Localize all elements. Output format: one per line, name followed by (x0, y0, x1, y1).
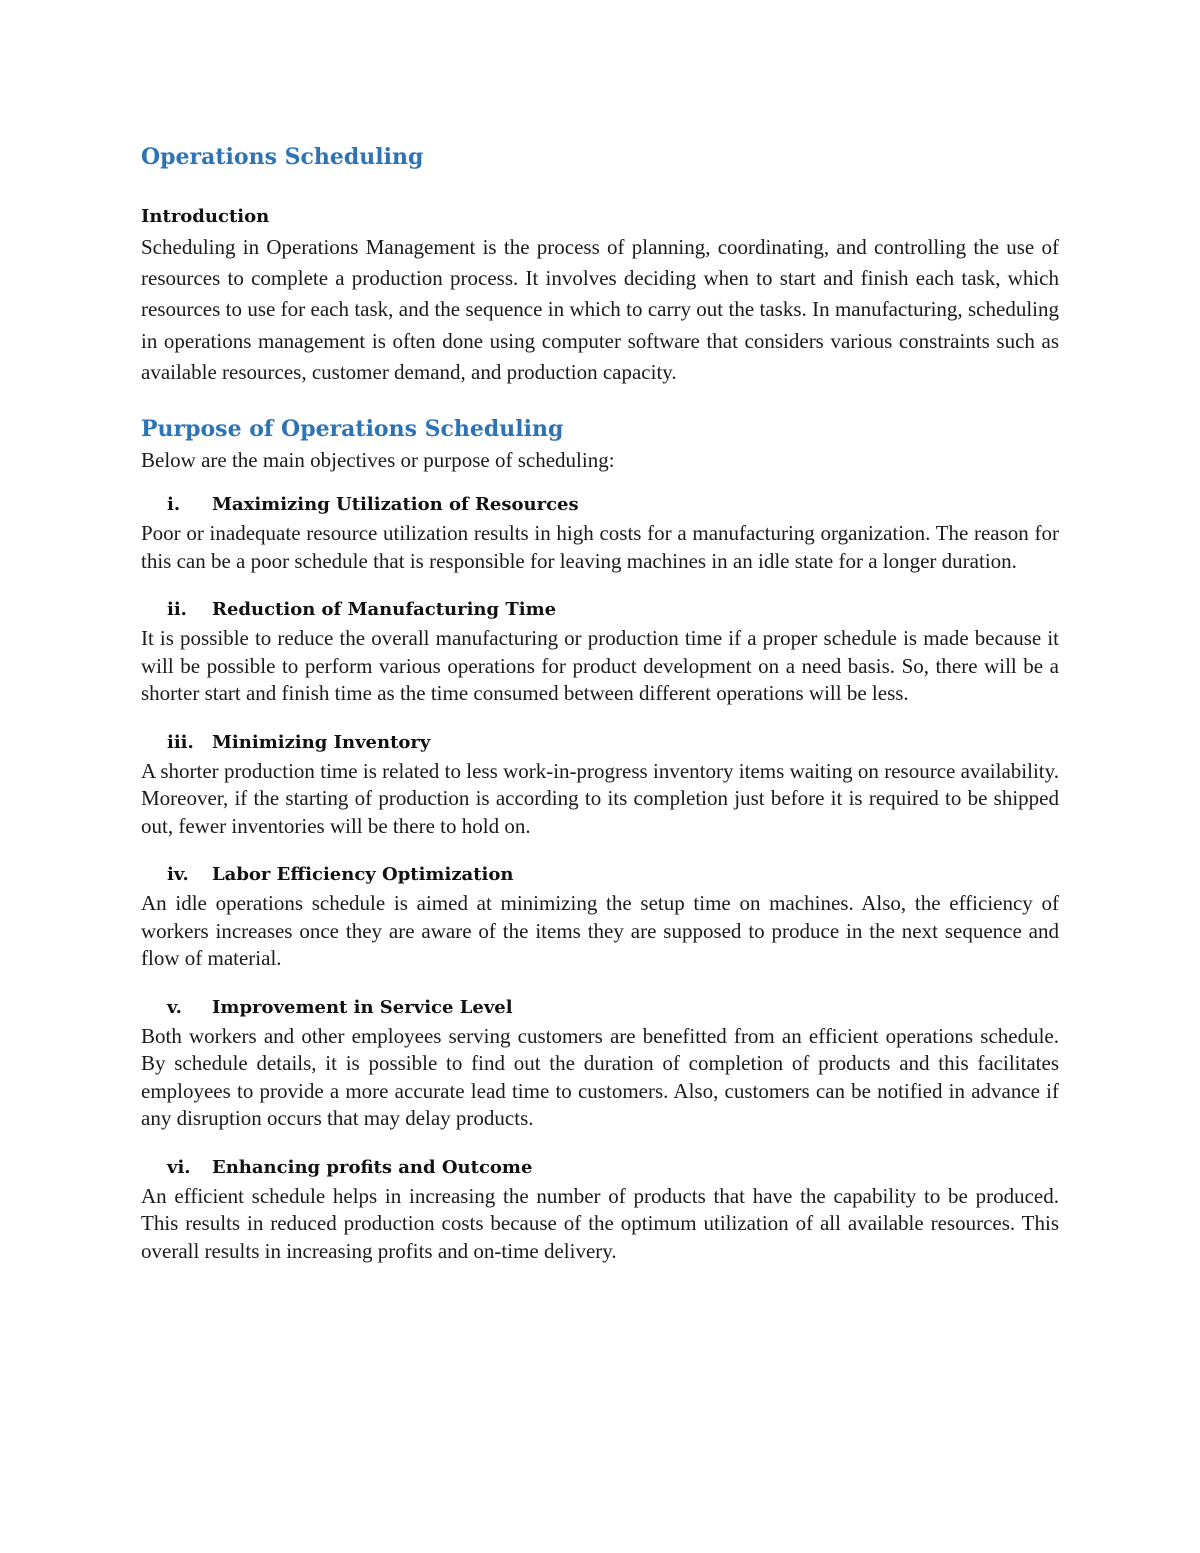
objective-item (141, 490, 1059, 575)
objectives-list (141, 490, 1059, 1265)
introduction-heading: Introduction (141, 206, 270, 227)
objective-title: Labor Efficiency Optimization (212, 864, 514, 886)
objective-number: iv. (167, 864, 189, 886)
objective-heading (141, 993, 1059, 1023)
objective-number: vi. (167, 1156, 191, 1178)
objective-number: v. (167, 996, 182, 1018)
objective-title: Minimizing Inventory (212, 731, 431, 753)
objective-body: Both workers and other employees serving customers are benefitted from an efficient operations schedule. By schedule details, it is possible to find out the duration of completion of products and this facilitates employees to provide a more accurate lead time to customers. Also, customers can be notified in advance if any disruption occurs that may delay products. (141, 1023, 1059, 1131)
objective-number: iii. (167, 731, 194, 753)
purpose-section-heading: Purpose of Operations Scheduling (141, 416, 564, 443)
objective-item (141, 595, 1059, 708)
objective-number: ii. (167, 599, 187, 621)
objective-item (141, 860, 1059, 973)
objective-body: It is possible to reduce the overall manufacturing or production time if a proper schedule is made because it will be possible to perform various operations for product development on a need basis. So, there will be a shorter start and finish time as the time consumed between different operations will be less. (141, 626, 1059, 706)
objective-body: An efficient schedule helps in increasing the number of products that have the capability to be produced. This results in reduced production costs because of the optimum utilization of all available resources. This overall results in increasing profits and on-time delivery. (141, 1183, 1059, 1263)
document-title: Operations Scheduling (141, 144, 424, 170)
objective-title: Maximizing Utilization of Resources (212, 494, 579, 516)
objective-heading (141, 490, 1059, 520)
objective-body: A shorter production time is related to less work-in-progress inventory items waiting on resource availability. Moreover, if the starting of production is according to its completion just before it is required to be shipped out, fewer inventories will be there to hold on. (141, 758, 1059, 838)
objective-item (141, 993, 1059, 1133)
objective-title: Enhancing profits and Outcome (212, 1156, 533, 1178)
introduction-paragraph: Scheduling in Operations Management is the process of planning, coordinating, and controlling the use of resources to complete a production process. It involves deciding when to start and finish each task, which resources to use for each task, and the sequence in which to carry out the tasks. In manufacturing, scheduling in operations management is often done using computer software that considers various constraints such as available resources, customer demand, and production capacity. (141, 235, 1059, 384)
objective-body: Poor or inadequate resource utilization results in high costs for a manufacturing organization. The reason for this can be a poor schedule that is responsible for leaving machines in an idle state for a longer duration. (141, 521, 1059, 573)
objective-title: Improvement in Service Level (212, 996, 513, 1018)
objective-body: An idle operations schedule is aimed at minimizing the setup time on machines. Also, the efficiency of workers increases once they are aware of the items they are supposed to produce in the next sequence and flow of material. (141, 891, 1059, 971)
objective-title: Reduction of Manufacturing Time (212, 599, 557, 621)
objective-item (141, 1153, 1059, 1266)
objective-number: i. (167, 494, 181, 516)
purpose-intro-paragraph: Below are the main objectives or purpose of scheduling: (141, 448, 615, 473)
objective-heading (141, 595, 1059, 625)
document-page (141, 140, 1059, 1285)
objective-item (141, 728, 1059, 841)
objective-heading (141, 860, 1059, 890)
objective-heading (141, 1153, 1059, 1183)
objective-heading (141, 728, 1059, 758)
